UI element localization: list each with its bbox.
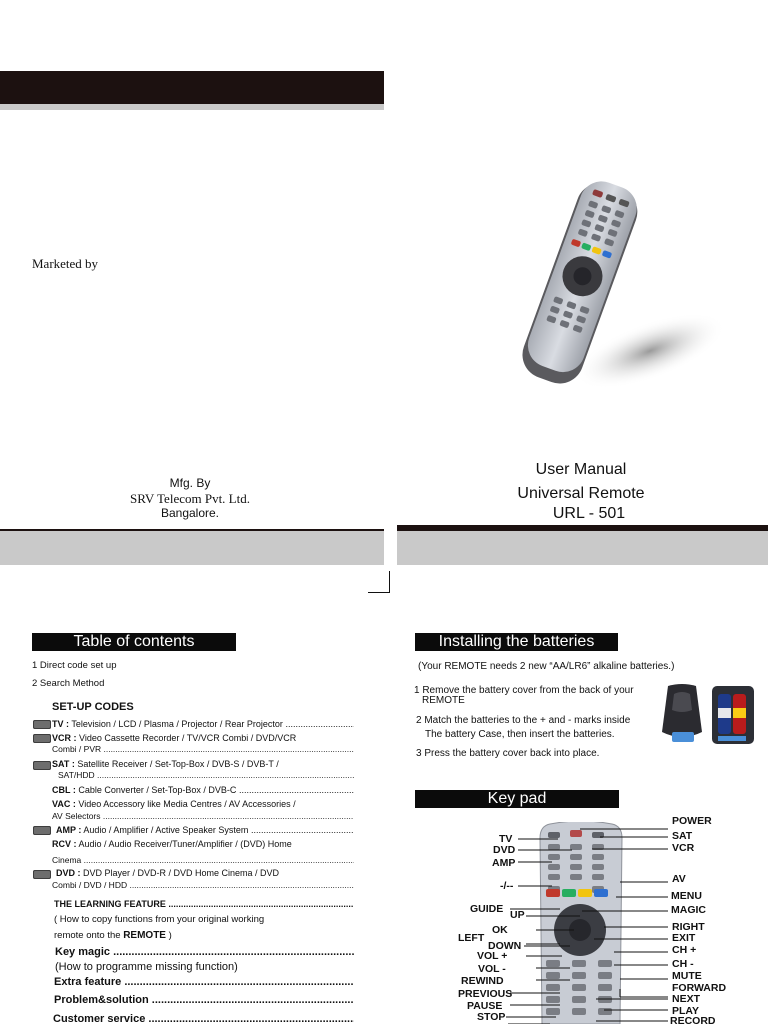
toc-code-vcr-cont: Combi / PVR ..... — [52, 744, 354, 755]
cover-top-bar — [0, 71, 384, 104]
company-name: SRV Telecom Pvt. Ltd. — [130, 491, 250, 506]
remote-control-icon — [500, 176, 730, 396]
batteries-step3: 3 Press the battery cover back into place. — [416, 748, 600, 759]
kp-label-amp: AMP — [492, 857, 516, 869]
cover-bottom-bar-right — [397, 531, 768, 565]
mfg-by: Mfg. By — [169, 476, 211, 490]
keypad-heading: Key pad — [415, 790, 619, 808]
cover-top-bar-shadow — [0, 104, 384, 110]
batteries-intro: (Your REMOTE needs 2 new “AA/LR6” alkaline batteries.) — [418, 661, 675, 672]
kp-label-tv: TV — [499, 833, 513, 845]
amp-key-icon — [33, 826, 51, 835]
toc-key-magic: Key magic ..... — [55, 946, 354, 959]
batteries-heading: Installing the batteries — [415, 633, 618, 651]
battery-compartment-icon — [710, 684, 756, 746]
cover-bottom-bar-left — [0, 531, 384, 565]
toc-code-tv: TV : Television / LCD / Plasma / Projector / Rear Projector ..... — [52, 719, 354, 730]
kp-label-ch-up: CH + — [672, 944, 697, 956]
tv-key-icon — [33, 720, 51, 729]
toc-code-dvd-cont: Combi / DVD / HDD ..... — [52, 880, 354, 891]
toc-extra-feature: Extra feature ..... — [54, 976, 354, 989]
setup-codes-heading: SET-UP CODES — [52, 701, 134, 713]
kp-label-vol-up: VOL + — [477, 950, 508, 962]
vcr-key-icon — [33, 734, 51, 743]
toc-code-cbl: CBL : Cable Converter / Set-Top-Box / DVB-C ..... — [52, 785, 354, 796]
battery-cover-icon — [660, 684, 704, 746]
toc-customer-service: Customer service ..... — [53, 1013, 354, 1026]
toc-code-vac-cont: AV Selectors ..... — [52, 811, 354, 822]
toc-item: 2 Search Method — [32, 678, 105, 689]
toc-code-rcv-cont: Cinema ..... — [52, 855, 354, 866]
toc-learning-line2: remote onto the REMOTE ) — [54, 930, 172, 941]
kp-label-play: PLAY — [672, 1005, 700, 1017]
toc-item: 1 Direct code set up — [32, 660, 117, 671]
kp-label-right: RIGHT — [672, 921, 705, 933]
kp-label-mute: MUTE — [672, 970, 702, 982]
cover-title-line3: URL - 501 — [552, 505, 626, 522]
batteries-step1: 1 Remove the battery cover from the back of your — [414, 685, 634, 696]
kp-label-previous: PREVIOUS — [458, 988, 513, 1000]
kp-label-sat: SAT — [672, 830, 693, 842]
kp-label-left: LEFT — [458, 932, 485, 944]
batteries-step2: 2 Match the batteries to the + and - marks inside — [416, 715, 631, 726]
kp-label-down: DOWN — [488, 940, 522, 952]
batteries-step1-cont: REMOTE — [422, 695, 465, 706]
cover-title-line2: Universal Remote — [517, 485, 645, 502]
company-city: Bangalore. — [160, 506, 220, 520]
kp-label-ch-down: CH - — [672, 958, 694, 970]
kp-label-power: POWER — [672, 815, 712, 827]
toc-code-vac: VAC : Video Accessory like Media Centres / AV Accessories / — [52, 799, 296, 809]
kp-label-stop: STOP — [477, 1011, 506, 1023]
toc-code-amp: AMP : Audio / Amplifier / Active Speaker System ..... — [56, 825, 354, 836]
toc-learning-title: THE LEARNING FEATURE ..... — [54, 899, 354, 910]
kp-label-forward: FORWARD — [672, 982, 727, 994]
kp-label-digit: -/-- — [500, 880, 514, 892]
kp-label-av: AV — [672, 873, 686, 885]
keypad-leader-lines — [500, 815, 680, 1024]
kp-label-menu: MENU — [671, 890, 702, 902]
kp-label-exit: EXIT — [672, 932, 696, 944]
marketed-by: Marketed by — [32, 256, 99, 271]
sat-key-icon — [33, 761, 51, 770]
kp-label-ok: OK — [492, 924, 508, 936]
batteries-step2-cont: The battery Case, then insert the batteries. — [425, 729, 615, 740]
kp-label-guide: GUIDE — [470, 903, 504, 915]
toc-code-vcr: VCR : Video Cassette Recorder / TV/VCR Combi / DVD/VCR — [52, 733, 297, 743]
toc-key-magic-sub: (How to programme missing function) — [55, 961, 238, 973]
kp-label-record: RECORD — [670, 1015, 716, 1027]
kp-label-pause: PAUSE — [467, 1000, 503, 1012]
dvd-key-icon — [33, 870, 51, 879]
toc-code-sat: SAT : Satellite Receiver / Set-Top-Box / DVB-S / DVB-T / — [52, 759, 279, 769]
kp-label-next: NEXT — [672, 993, 701, 1005]
kp-label-up: UP — [510, 909, 525, 921]
kp-label-dvd: DVD — [493, 844, 516, 856]
toc-heading: Table of contents — [32, 633, 236, 651]
toc-learning-line1: ( How to copy functions from your original working — [54, 914, 265, 925]
toc-code-sat-cont: SAT/HDD ..... — [58, 770, 354, 781]
toc-code-rcv: RCV : Audio / Audio Receiver/Tuner/Amplifier / (DVD) Home — [52, 839, 292, 849]
kp-label-magic: MAGIC — [671, 904, 706, 916]
cover-title-line1: User Manual — [535, 461, 627, 478]
crop-mark — [368, 571, 390, 593]
kp-label-vol-down: VOL - — [478, 963, 506, 975]
kp-label-vcr: VCR — [672, 842, 695, 854]
kp-label-rewind: REWIND — [461, 975, 504, 987]
toc-problem-solution: Problem&solution ..... — [54, 994, 354, 1007]
toc-code-dvd: DVD : DVD Player / DVD-R / DVD Home Cinema / DVD — [56, 868, 280, 878]
